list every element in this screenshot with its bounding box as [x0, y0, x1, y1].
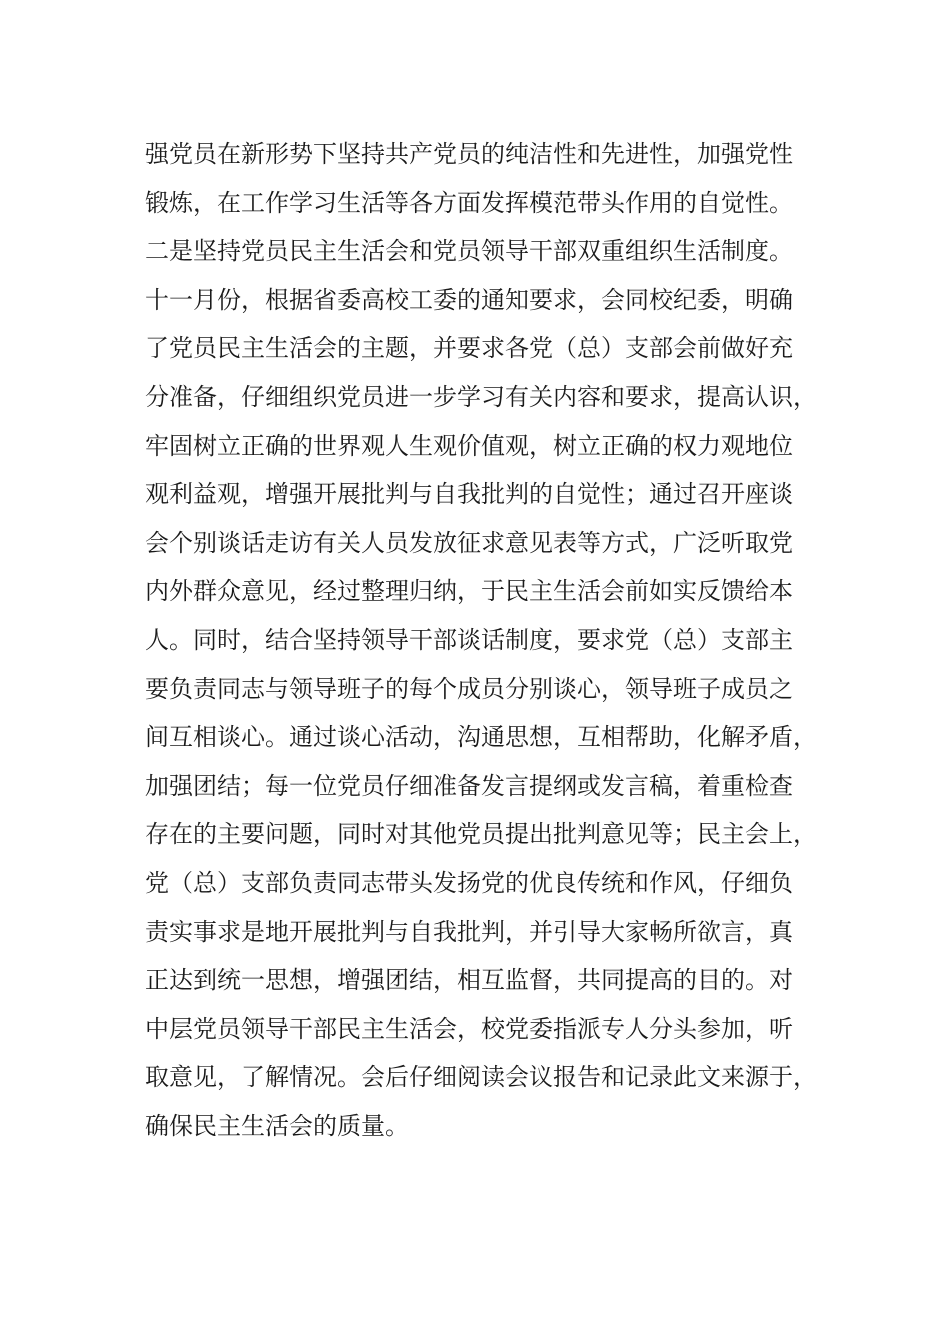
text-line: 存在的主要问题，同时对其他党员提出批判意见等；民主会上， [145, 820, 817, 849]
text-line: 十一月份，根据省委高校工委的通知要求，会同校纪委，明确 [145, 285, 793, 314]
text-line: 人。同时，结合坚持领导干部谈话制度，要求党（总）支部主 [145, 625, 793, 654]
text-line: 间互相谈心。通过谈心活动，沟通思想，互相帮助，化解矛盾， [145, 723, 817, 752]
text-line: 了党员民主生活会的主题，并要求各党（总）支部会前做好充 [145, 334, 793, 363]
text-line: 观利益观，增强开展批判与自我批判的自觉性；通过召开座谈 [145, 480, 793, 509]
text-line: 责实事求是地开展批判与自我批判，并引导大家畅所欲言，真 [145, 917, 793, 946]
text-line: 加强团结；每一位党员仔细准备发言提纲或发言稿，着重检查 [145, 771, 793, 800]
body-text [145, 130, 835, 1150]
text-line: 内外群众意见，经过整理归纳，于民主生活会前如实反馈给本 [145, 577, 793, 606]
text-line: 牢固树立正确的世界观人生观价值观，树立正确的权力观地位 [145, 431, 793, 460]
text-line: 确保民主生活会的质量。 [145, 1111, 409, 1140]
text-line: 正达到统一思想，增强团结，相互监督，共同提高的目的。对 [145, 966, 793, 995]
text-line: 会个别谈话走访有关人员发放征求意见表等方式，广泛听取党 [145, 528, 793, 557]
text-line: 党（总）支部负责同志带头发扬党的优良传统和作风，仔细负 [145, 868, 793, 897]
text-line: 强党员在新形势下坚持共产党员的纯洁性和先进性，加强党性 [145, 140, 793, 168]
text-line: 要负责同志与领导班子的每个成员分别谈心，领导班子成员之 [145, 674, 793, 703]
text-line: 锻炼，在工作学习生活等各方面发挥模范带头作用的自觉性。 [145, 188, 793, 217]
text-line: 中层党员领导干部民主生活会，校党委指派专人分头参加，听 [145, 1014, 793, 1043]
text-line: 二是坚持党员民主生活会和党员领导干部双重组织生活制度。 [145, 237, 793, 266]
text-line: 取意见，了解情况。会后仔细阅读会议报告和记录此文来源于， [145, 1063, 817, 1092]
text-line: 分准备，仔细组织党员进一步学习有关内容和要求，提高认识， [145, 382, 817, 411]
